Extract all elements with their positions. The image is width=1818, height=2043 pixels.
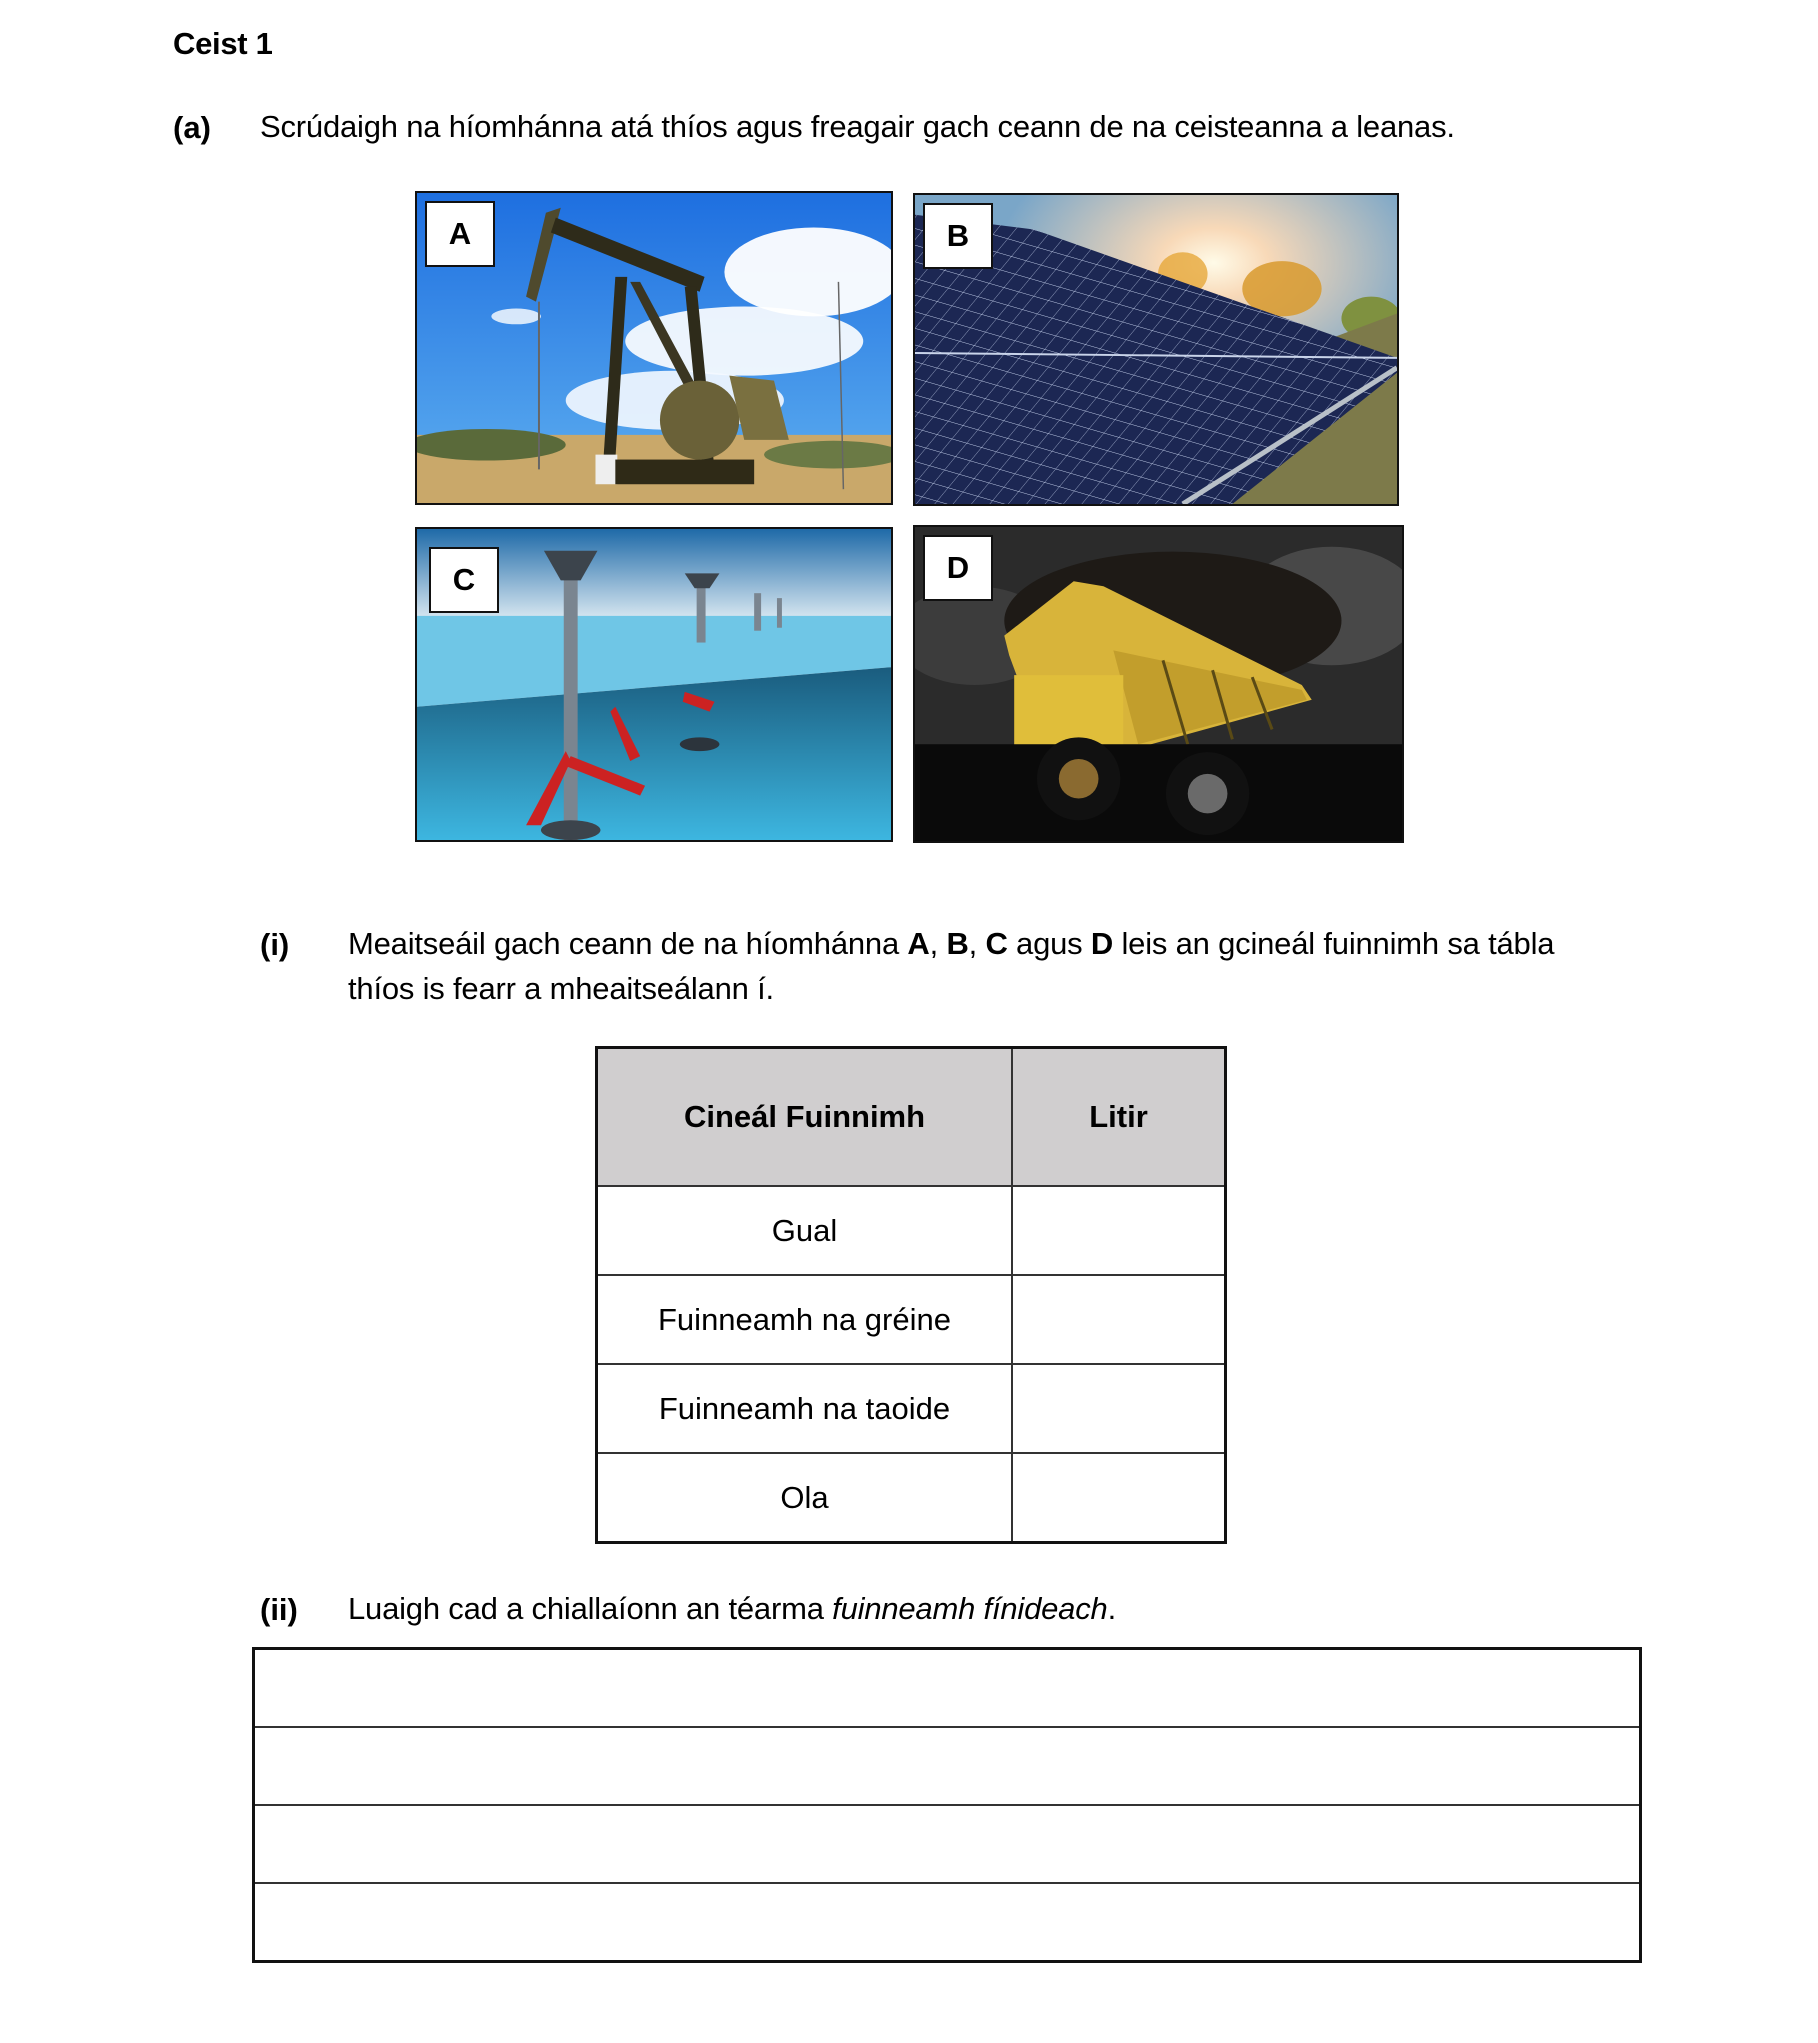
part-ii-term: fuinneamh fínideach <box>832 1591 1108 1626</box>
letter-answer-cell[interactable] <box>1012 1364 1226 1453</box>
answer-line-1[interactable] <box>255 1650 1639 1728</box>
part-i-text: Meaitseáil gach ceann de na híomhánna <box>348 926 908 961</box>
part-ii-instruction <box>348 1586 1116 1631</box>
energy-type-cell: Ola <box>597 1453 1013 1543</box>
image-label-a: A <box>425 201 495 267</box>
letter-answer-cell[interactable] <box>1012 1275 1226 1364</box>
energy-type-cell: Fuinneamh na gréine <box>597 1275 1013 1364</box>
image-a <box>415 191 893 505</box>
answer-box[interactable] <box>252 1647 1642 1963</box>
letter-c: C <box>985 926 1008 961</box>
image-label-d: D <box>923 535 993 601</box>
letter-answer-cell[interactable] <box>1012 1453 1226 1543</box>
answer-line-4[interactable] <box>255 1884 1639 1962</box>
part-i-label: (i) <box>260 927 290 962</box>
question-title: Ceist 1 <box>173 26 273 61</box>
table-row <box>597 1186 1226 1275</box>
table-row <box>597 1453 1226 1543</box>
part-a-instruction-text: Scrúdaigh na híomhánna atá thíos agus freagair gach ceann de na ceisteanna a leanas. <box>260 109 1455 144</box>
part-a-label: (a) <box>173 110 211 145</box>
part-ii-label: (ii) <box>260 1592 298 1627</box>
image-b <box>913 193 1399 506</box>
letter-answer-cell[interactable] <box>1012 1186 1226 1275</box>
table-row <box>597 1364 1226 1453</box>
energy-type-cell: Gual <box>597 1186 1013 1275</box>
header-letter: Litir <box>1012 1048 1226 1187</box>
part-i-text-line-2: thíos is fearr a mheaitseálann í. <box>348 971 774 1006</box>
letter-b: B <box>946 926 969 961</box>
part-i-text: agus <box>1007 926 1091 961</box>
separator: , <box>929 926 947 961</box>
header-energy-type: Cineál Fuinnimh <box>597 1048 1013 1187</box>
letter-d: D <box>1090 926 1114 961</box>
part-i-text: leis an gcineál fuinnimh sa tábla <box>1113 926 1555 961</box>
part-ii-text: Luaigh cad a chiallaíonn an téarma <box>348 1591 833 1626</box>
answer-line-3[interactable] <box>255 1806 1639 1884</box>
energy-match-table <box>595 1046 1227 1544</box>
separator: , <box>968 926 986 961</box>
answer-line-2[interactable] <box>255 1728 1639 1806</box>
image-label-c: C <box>429 547 499 613</box>
image-d <box>913 525 1404 843</box>
image-c <box>415 527 893 842</box>
part-a-instruction <box>260 104 1455 149</box>
table-row <box>597 1275 1226 1364</box>
energy-type-cell: Fuinneamh na taoide <box>597 1364 1013 1453</box>
table-header-row <box>597 1048 1226 1187</box>
image-label-b: B <box>923 203 993 269</box>
letter-a: A <box>907 926 930 961</box>
part-ii-end: . <box>1107 1591 1116 1626</box>
part-i-instruction <box>348 921 1668 1011</box>
